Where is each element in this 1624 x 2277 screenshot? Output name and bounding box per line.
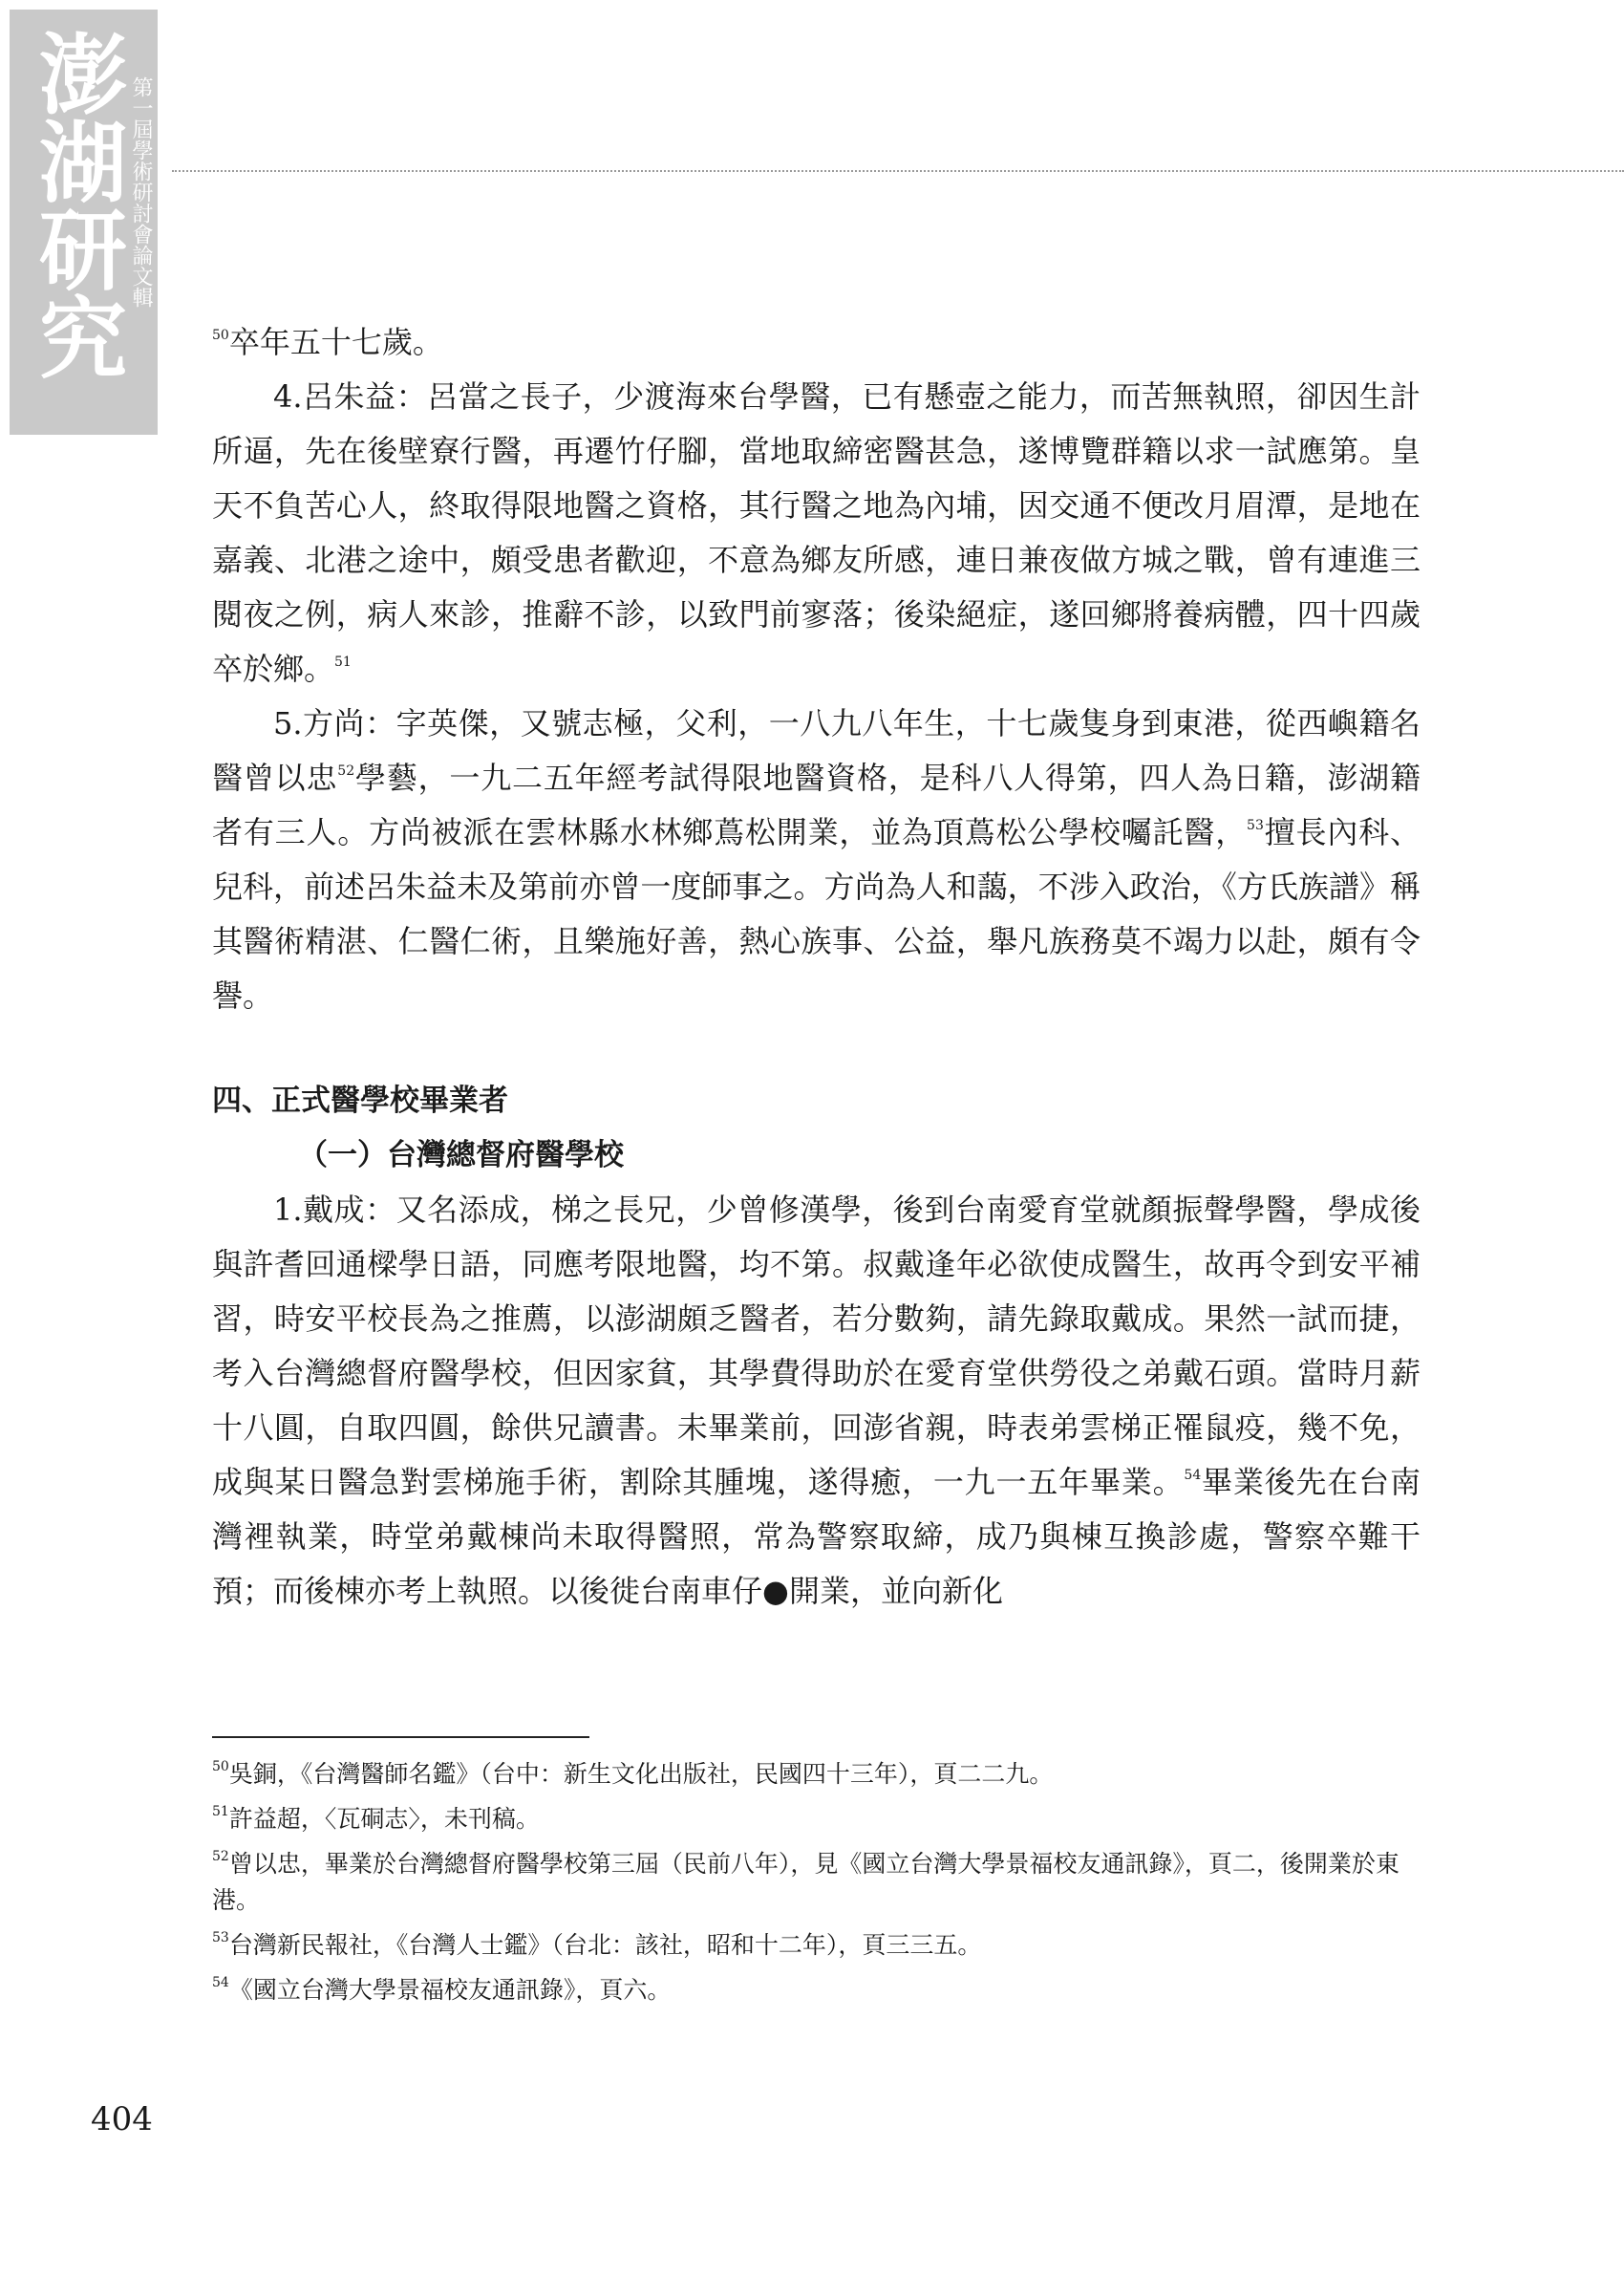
paragraph-1: [212, 370, 1421, 697]
paragraph-text: 開業，並向新化: [788, 1573, 1003, 1609]
footnote: [212, 1801, 1421, 1837]
series-subtitle: 第一屆學術研討會論文輯: [129, 76, 153, 308]
paragraph-3: [212, 1183, 1421, 1619]
footnote-ref: 52: [337, 763, 355, 779]
footnote-number: 51: [212, 1804, 229, 1819]
footnotes: [212, 1756, 1421, 2017]
section-heading: 四、正式醫學校畢業者: [212, 1084, 508, 1118]
footnote-text: 《國立台灣大學景福校友通訊錄》，頁六。: [228, 1976, 672, 2004]
page-number: 404: [91, 2100, 153, 2138]
paragraph-text: 擅長內科、兒科，前述呂朱益未及第前亦曾一度師事之。方尚為人和藹，不涉入政治，《方氏族譜》稱其醫術精湛、仁醫仁術，且樂施好善，熱心族事、公益，舉凡族務莫不竭力以赴，頗有令譽。: [212, 814, 1421, 1014]
header-dotted-rule: [172, 170, 1624, 172]
footnote-ref: 51: [334, 655, 352, 670]
paragraph-text: 卒年五十七歲。: [228, 324, 443, 360]
missing-glyph: ●: [762, 1573, 789, 1609]
paragraph-text: 學藝，一九二五年經考試得限地醫資格，是科八人得第，四人為日籍，澎湖籍者有三人。方尚被派在雲林縣水林鄉蔦松開業，並為頂蔦松公學校囑託醫，: [212, 760, 1421, 850]
footnote-text: 曾以忠，畢業於台灣總督府醫學校第三屆（民前八年），見《國立台灣大學景福校友通訊錄》，頁二，後開業於東港。: [212, 1850, 1400, 1914]
series-title: 澎湖研究: [25, 29, 127, 380]
footnote: [212, 1972, 1421, 2008]
footnote: [212, 1927, 1421, 1964]
footnote-ref: 54: [1184, 1468, 1202, 1483]
paragraph-text: 畢業後先在台南灣裡執業，時堂弟戴棟尚未取得醫照，常為警察取締，成乃與棟互換診處，警察卒難干預；而後棟亦考上執照。以後徙台南車仔: [212, 1464, 1421, 1609]
footnote-number: 54: [212, 1975, 229, 1990]
paragraph-0: [212, 315, 1421, 370]
footnote-ref: 53: [1247, 818, 1264, 833]
paragraph-text: 4.呂朱益：呂當之長子，少渡海來台學醫，已有懸壺之能力，而苦無執照，卻因生計所逼，先在後壁寮行醫，再遷竹仔腳，當地取締密醫甚急，遂博覽群籍以求一試應第。皇天不負苦心人，終取得限地醫之資格，其行醫之地為內埔，因交通不便改月眉潭，是地在嘉義、北港之途中，頗受患者歡迎，不意為鄉友所感，連日兼夜做方城之戰，曾有連進三閱夜之例，病人來診，推辭不診，以致門前寥落；後染絕症，遂回鄉將養病體，四十四歲卒於鄉。: [212, 378, 1421, 687]
footnote-number: 53: [212, 1930, 229, 1945]
footnote-text: 許益超，〈瓦硐志〉，未刊稿。: [228, 1805, 540, 1833]
footnote-text: 吳銅，《台灣醫師名鑑》（台中：新生文化出版社，民國四十三年），頁二二九。: [228, 1760, 1054, 1788]
footnote-text: 台灣新民報社，《台灣人士鑑》（台北：該社，昭和十二年），頁三三五。: [228, 1931, 982, 1959]
paragraph-2: [212, 697, 1421, 1023]
paragraph-text: 5.方尚：字英傑，又號志極，父利，一八九八年生，十七歲隻身到東港，從西嶼籍名醫曾以忠: [212, 705, 1421, 796]
footnote: [212, 1756, 1421, 1793]
main-text: [212, 315, 1421, 1619]
subsection-heading: （一）台灣總督府醫學校: [298, 1138, 624, 1172]
footnote-number: 52: [212, 1849, 229, 1864]
paragraph-text: 1.戴成：又名添成，梯之長兄，少曾修漢學，後到台南愛育堂就顏振聲學醫，學成後與許耆回通樑學日語，同應考限地醫，均不第。叔戴逢年必欲使成醫生，故再令到安平補習，時安平校長為之推薦，以澎湖頗乏醫者，若分數夠，請先錄取戴成。果然一試而捷，考入台灣總督府醫學校，但因家貧，其學費得助於在愛育堂供勞役之弟戴石頭。當時月薪十八圓，自取四圓，餘供兄讀書。未畢業前，回澎省親，時表弟雲梯正罹鼠疫，幾不免，成與某日醫急對雲梯施手術，割除其腫塊，遂得癒，一九一五年畢業。: [212, 1192, 1421, 1500]
footnote-rule: [212, 1736, 589, 1738]
footnote: [212, 1846, 1421, 1919]
footnote-number: 50: [212, 1759, 229, 1774]
footnote-ref: 50: [212, 328, 229, 343]
